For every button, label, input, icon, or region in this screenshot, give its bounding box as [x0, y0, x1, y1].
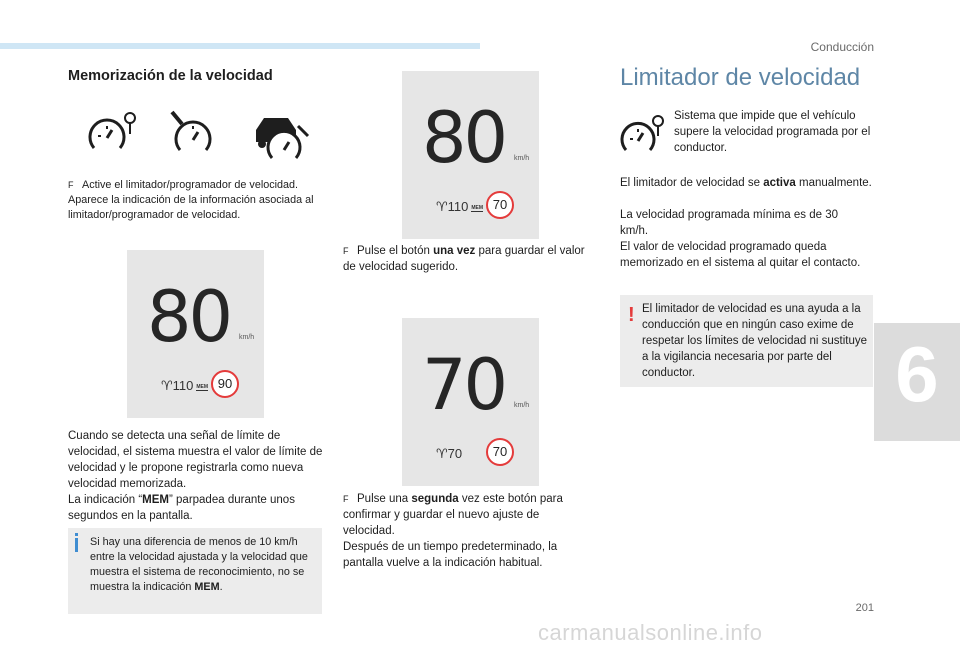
watermark: carmanualsonline.info: [538, 620, 763, 645]
speed-value: 80: [147, 276, 231, 358]
step-press-once: F Pulse el botón una vez para guardar el valor de velocidad sugerido.: [343, 245, 585, 273]
speedometer-car-icon: [248, 108, 314, 164]
limiter-icon: ♈: [161, 378, 173, 393]
bullet-marker: F: [343, 246, 349, 256]
info-note: [68, 528, 322, 614]
chapter-tab: [874, 323, 960, 441]
warning-text: El limitador de velocidad es una ayuda a la conducción que en ningún caso exime de respetar los límites de velocidad ni sustituye a la vigilancia necesaria por parte del conductor.: [642, 303, 867, 379]
mem-badge: MEM: [196, 383, 209, 390]
top-accent-bar: [0, 43, 480, 49]
set-speed: 70: [447, 446, 463, 461]
step-activate: F Active el limitador/programador de velocidad. Aparece la indicación de la información asociada al limitador/programador de velocidad.: [68, 179, 314, 221]
paragraph-return: Después de un tiempo predeterminado, la pantalla vuelve a la indicación habitual.: [343, 541, 558, 569]
page-title: Limitador de velocidad: [620, 64, 861, 91]
section-heading: Memorización de la velocidad: [68, 68, 273, 84]
limiter-memory: El valor de velocidad programado queda memorizado en el sistema al quitar el contacto.: [620, 241, 861, 269]
info-note-text: Si hay una diferencia de menos de 10 km/h entre la velocidad ajustada y la velocidad que muestra el sistema de reconocimiento, no se muestra la indicación MEM.: [90, 536, 308, 593]
step-press-second: F Pulse una segunda vez este botón para confirmar y guardar el nuevo ajuste de velocidad.: [343, 493, 563, 537]
display-screen-suggested: [127, 250, 264, 418]
running-head: Conducción: [810, 40, 874, 54]
speedometer-pin-icon: [86, 108, 142, 164]
speed-limit-sign: 90: [211, 370, 239, 398]
limiter-intro: Sistema que impide que el vehículo supere la velocidad programada por el conductor.: [674, 110, 871, 154]
limiter-icon: ♈: [436, 199, 448, 214]
speed-value: 70: [422, 344, 506, 426]
set-speed: 110: [172, 378, 194, 393]
speed-unit: km/h: [239, 334, 255, 341]
paragraph-detection: Cuando se detecta una señal de límite de velocidad, el sistema muestra el valor de límite de velocidad y le propone registrarla como nueva velocidad memorizada.: [68, 430, 323, 490]
mem-badge: MEM: [471, 204, 484, 211]
set-speed-row: [161, 378, 208, 394]
warning-note: [620, 295, 873, 387]
speedometer-button-icon: [168, 108, 224, 164]
display-screen-after: [402, 318, 539, 486]
speed-limit-sign: 70: [486, 438, 514, 466]
info-marker-bar: [75, 538, 78, 552]
limiter-icon: ♈: [436, 446, 448, 461]
warning-icon: !: [628, 304, 635, 326]
info-marker-dot: [75, 533, 78, 536]
speed-value: 80: [422, 97, 506, 179]
speed-unit: km/h: [514, 155, 530, 162]
display-screen-before: [402, 71, 539, 239]
set-speed-row: [436, 199, 483, 215]
icon-row: [86, 108, 316, 168]
speed-unit: km/h: [514, 402, 530, 409]
paragraph-mem: La indicación “MEM” parpadea durante unos segundos en la pantalla.: [68, 494, 295, 522]
set-speed-row: [436, 446, 462, 462]
bullet-marker: F: [68, 180, 74, 190]
bullet-marker: F: [343, 494, 349, 504]
page-number: 201: [855, 602, 874, 614]
speed-limiter-icon: [620, 112, 668, 160]
speed-limit-sign: 70: [486, 191, 514, 219]
set-speed: 110: [447, 199, 469, 214]
limiter-minimum: La velocidad programada mínima es de 30 km/h.: [620, 209, 838, 237]
limiter-activation: El limitador de velocidad se activa manualmente.: [620, 177, 872, 189]
chapter-number: 6: [895, 330, 939, 418]
